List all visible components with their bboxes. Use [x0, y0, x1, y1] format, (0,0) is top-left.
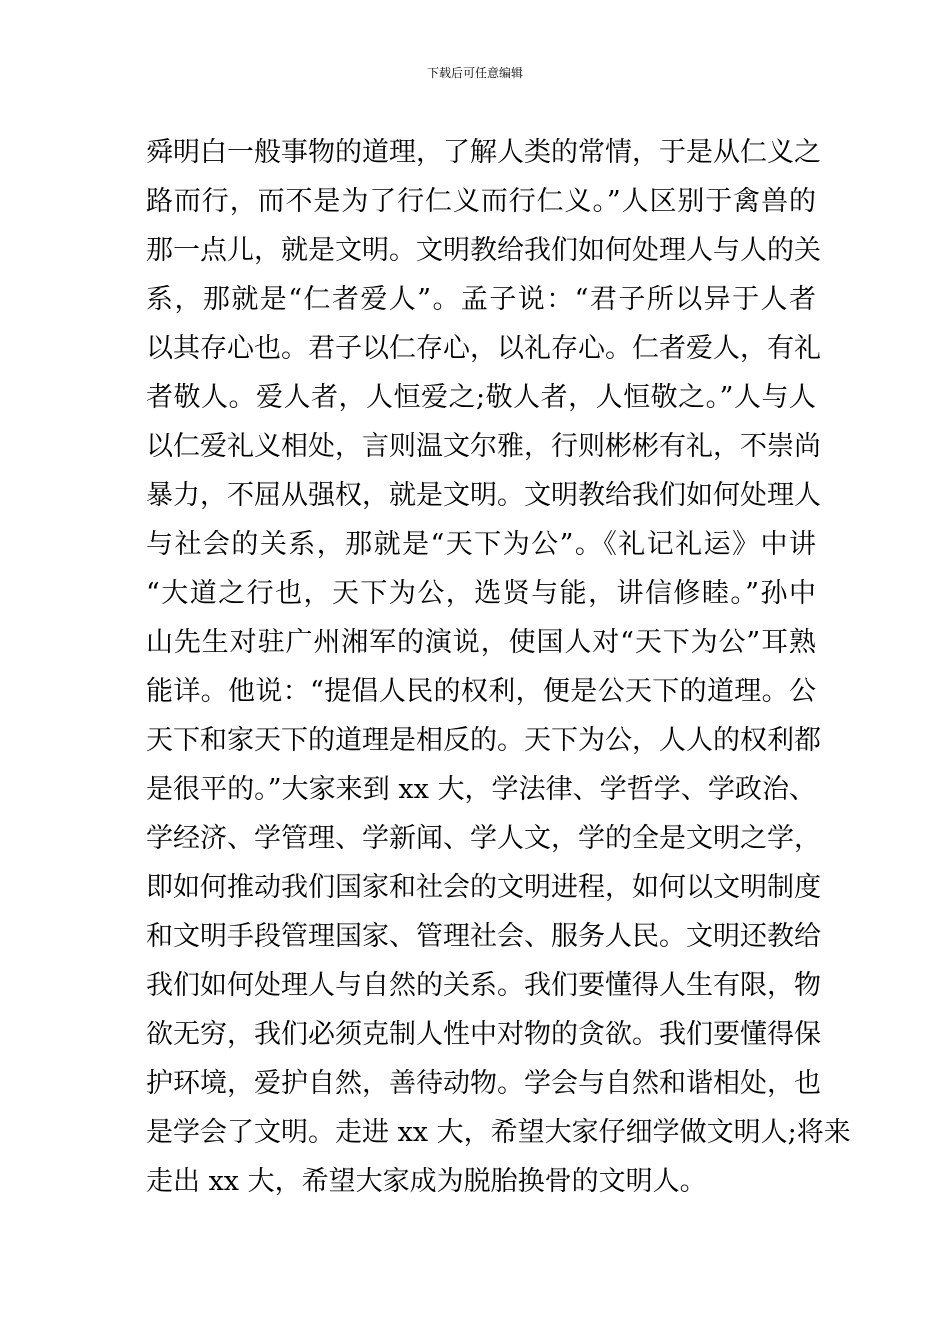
text-line: 以其存心也。君子以仁存心，以礼存心。仁者爱人，有礼: [146, 333, 821, 364]
text-line: 与社会的关系，那就是“天下为公”。《礼记礼运》中讲: [146, 529, 816, 560]
text-line: 是很平的。”大家来到 xx 大，学法律、学哲学、学政治、: [146, 774, 816, 805]
text-line: 我们如何处理人与自然的关系。我们要懂得人生有限，物: [146, 970, 821, 1001]
text-line: 那一点儿，就是文明。文明教给我们如何处理人与人的关: [146, 235, 821, 266]
text-line: 和文明手段管理国家、管理社会、服务人民。文明还教给: [146, 921, 821, 952]
text-line: “大道之行也，天下为公，选贤与能，讲信修睦。”孙中: [146, 578, 816, 609]
text-line: 学经济、学管理、学新闻、学人文，学的全是文明之学，: [146, 823, 821, 854]
text-line: 即如何推动我们国家和社会的文明进程，如何以文明制度: [146, 872, 821, 903]
text-line: 系，那就是“仁者爱人”。孟子说：“君子所以异于人者: [146, 284, 816, 315]
text-line: 天下和家天下的道理是相反的。天下为公，人人的权利都: [146, 725, 821, 756]
text-line: 护环境，爱护自然，善待动物。学会与自然和谐相处，也: [146, 1068, 821, 1099]
text-line: 舜明白一般事物的道理，了解人类的常情，于是从仁义之: [146, 137, 821, 168]
text-line: 能详。他说：“提倡人民的权利，便是公天下的道理。公: [146, 676, 816, 707]
text-line: 路而行，而不是为了行仁义而行仁义。”人区别于禽兽的: [146, 186, 816, 217]
text-line: 以仁爱礼义相处，言则温文尔雅，行则彬彬有礼，不崇尚: [146, 431, 821, 462]
text-line: 暴力，不屈从强权，就是文明。文明教给我们如何处理人: [146, 480, 821, 511]
text-line: 山先生对驻广州湘军的演说，使国人对“天下为公”耳熟: [146, 627, 816, 658]
text-line: 欲无穷，我们必须克制人性中对物的贪欲。我们要懂得保: [146, 1019, 821, 1050]
body-text: [146, 128, 851, 1206]
text-line: 是学会了文明。走进 xx 大，希望大家仔细学做文明人;将来: [146, 1117, 851, 1148]
text-line: 者敬人。爱人者，人恒爱之;敬人者，人恒敬之。”人与人: [146, 382, 816, 413]
text-line: 走出 xx 大，希望大家成为脱胎换骨的文明人。: [146, 1166, 707, 1197]
page-header: 下载后可任意编辑: [426, 66, 523, 80]
